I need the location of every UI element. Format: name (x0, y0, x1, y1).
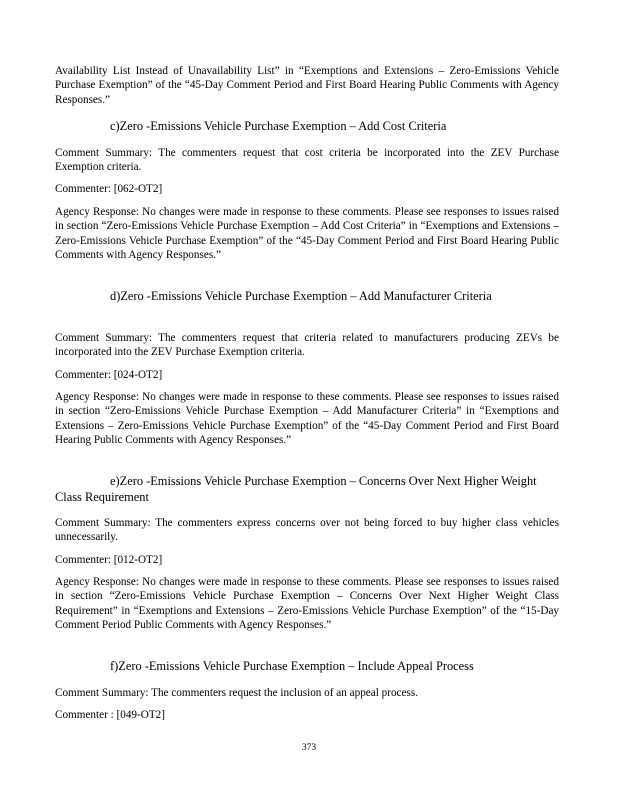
agency-response-weight-class: Agency Response: No changes were made in response to these comments. Please see responses to issues raised in section “Zero-Emissions Vehicle Purchase Exemption – Concerns Over Next Higher Weight Class Requirement” in “Exemptions and Extensions – Zero-Emissions Vehicle Purchase Exemption” of the “15-Day Comment Period Public Comments with Agency Responses.” (55, 576, 559, 632)
comment-summary-manufacturer-criteria: Comment Summary: The commenters request that criteria related to manufacturers producing ZEVs be incorporated into the ZEV Purchase Exemption criteria. (55, 332, 559, 359)
continuation-paragraph: Availability List Instead of Unavailability List” in “Exemptions and Extensions – Zero-Emissions Vehicle Purchase Exemption” of the “45-Day Comment Period and First Board Hearing Public Comments with Agency Responses.” (55, 65, 559, 106)
commenter-cost-criteria: Commenter: [062-OT2] (55, 183, 163, 195)
commenter-manufacturer-criteria: Commenter: [024-OT2] (55, 369, 163, 381)
comment-summary-cost-criteria: Comment Summary: The commenters request that cost criteria be incorporated into the ZEV Purchase Exemption criteria. (55, 147, 559, 174)
agency-response-cost-criteria: Agency Response: No changes were made in response to these comments. Please see responses to issues raised in section “Zero-Emissions Vehicle Purchase Exemption – Add Cost Criteria” in “Exemptions and Extensions – Zero-Emissions Vehicle Purchase Exemption” of the “45-Day Comment Period and First Board Hearing Public Comments with Agency Responses.” (55, 206, 559, 262)
agency-response-manufacturer-criteria: Agency Response: No changes were made in response to these comments. Please see responses to issues raised in section “Zero-Emissions Vehicle Purchase Exemption – Add Manufacturer Criteria” in “Exemptions and Extensions – Zero-Emissions Vehicle Purchase Exemption” of the “45-Day Comment Period and First Board Hearing Public Comments with Agency Responses.” (55, 391, 559, 447)
comment-summary-weight-class: Comment Summary: The commenters express concerns over not being forced to buy higher class vehicles unnecessarily. (55, 517, 559, 544)
page-number: 373 (301, 743, 317, 753)
commenter-appeal-process: Commenter : [049-OT2] (55, 709, 165, 721)
section-heading-weight-class: e)Zero -Emissions Vehicle Purchase Exemption – Concerns Over Next Higher Weight Class Requirement (55, 474, 537, 504)
commenter-weight-class: Commenter: [012-OT2] (55, 554, 163, 566)
section-heading-manufacturer-criteria: d)Zero -Emissions Vehicle Purchase Exemption – Add Manufacturer Criteria (110, 289, 492, 303)
section-heading-cost-criteria: c)Zero -Emissions Vehicle Purchase Exemption – Add Cost Criteria (110, 119, 447, 133)
section-heading-appeal-process: f)Zero -Emissions Vehicle Purchase Exemption – Include Appeal Process (110, 659, 474, 673)
comment-summary-appeal-process: Comment Summary: The commenters request the inclusion of an appeal process. (55, 687, 418, 699)
